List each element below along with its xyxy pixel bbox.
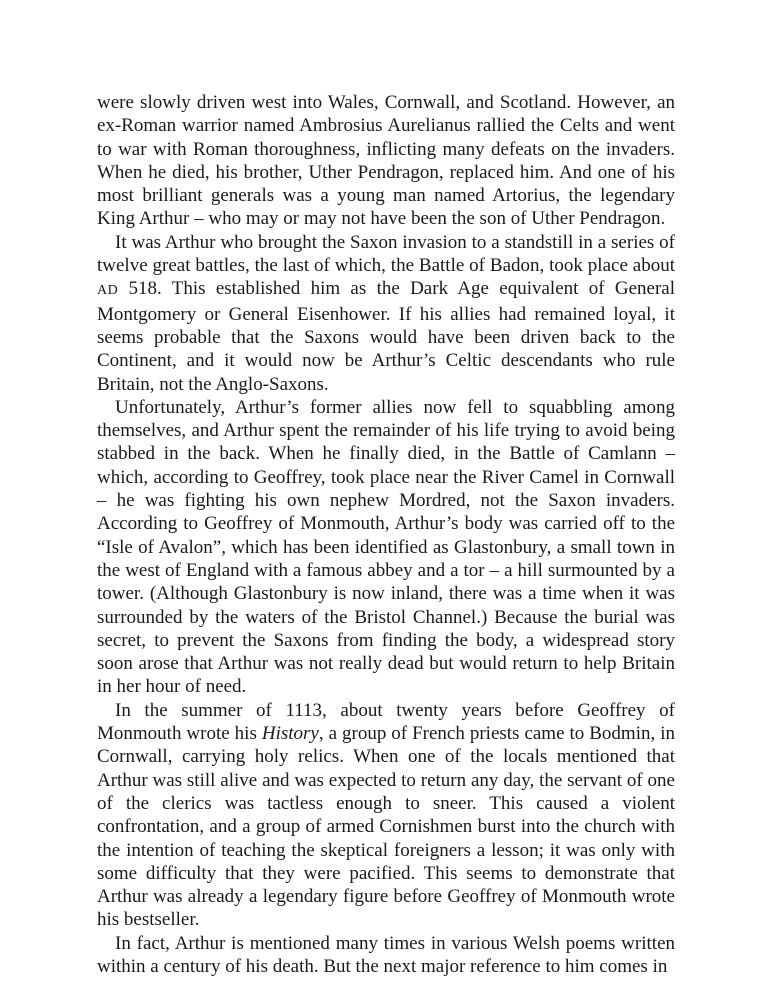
paragraph-4 <box>97 699 675 932</box>
paragraph-text: 518. This established him as the Dark Age equivalent of General Montgomery or General Eisenhower. If his allies had remained loyal, it seems probable that the Saxons would have been driven back to the Continent, and it would now be Arthur’s Celtic descendants who rule Britain, not the Anglo-Saxons. <box>97 278 675 395</box>
paragraph-text: were slowly driven west into Wales, Cornwall, and Scotland. However, an ex-Roman warrior named Ambrosius Aurelianus rallied the Celts and went to war with Roman thoroughness, inflicting many defeats on the invaders. When he died, his brother, Uther Pendragon, replaced him. And one of his most brilliant generals was a young man named Artorius, the legendary King Arthur – who may or may not have been the son of Uther Pendragon. <box>97 92 675 230</box>
paragraph-text: It was Arthur who brought the Saxon invasion to a standstill in a series of twelve great battles, the last of which, the Battle of Badon, took place about <box>97 231 675 277</box>
page-body <box>97 91 675 978</box>
paragraph-text: , a group of French priests came to Bodmin, in Cornwall, carrying holy relics. When one of the locals mentioned that Arthur was still alive and was expected to return any day, the servant of one of the clerics was tactless enough to sneer. This caused a violent confrontation, and a group of armed Cornishmen burst into the church with the intention of teaching the skeptical foreigners a lesson; it was only with some difficulty that they were pacified. This seems to demonstrate that Arthur was already a legendary figure before Geoffrey of Monmouth wrote his bestseller. <box>97 723 675 931</box>
book-title: History <box>261 723 319 745</box>
paragraph-3 <box>97 396 675 699</box>
paragraph-text: In fact, Arthur is mentioned many times in various Welsh poems written within a century of his death. But the next major reference to him comes in <box>97 932 675 977</box>
paragraph-text: In the summer of 1113, about twenty years before Geoffrey of Monmouth wrote his <box>97 699 675 745</box>
paragraph-text: Unfortunately, Arthur’s former allies now fell to squabbling among themselves, and Arthur spent the remainder of his life trying to avoid being stabbed in the back. When he finally died, in the Battle of Camlann – which, according to Geoffrey, took place near the River Camel in Cornwall – he was fighting his own nephew Mordred, not the Saxon invaders. According to Geoffrey of Monmouth, Arthur’s body was carried off to the “Isle of Avalon”, which has been identified as Glastonbury, a small town in the west of England with a famous abbey and a tor – a hill surmounted by a tower. (Although Glastonbury is now inland, there was a time when it was surrounded by the waters of the Bristol Channel.) Because the burial was secret, to prevent the Saxons from finding the body, a widespread story soon arose that Arthur was not really dead but would return to help Britain in her hour of need. <box>97 396 675 698</box>
paragraph-5 <box>97 932 675 979</box>
paragraph-2 <box>97 231 675 396</box>
era-abbreviation: AD <box>97 283 119 299</box>
paragraph-1 <box>97 91 675 231</box>
